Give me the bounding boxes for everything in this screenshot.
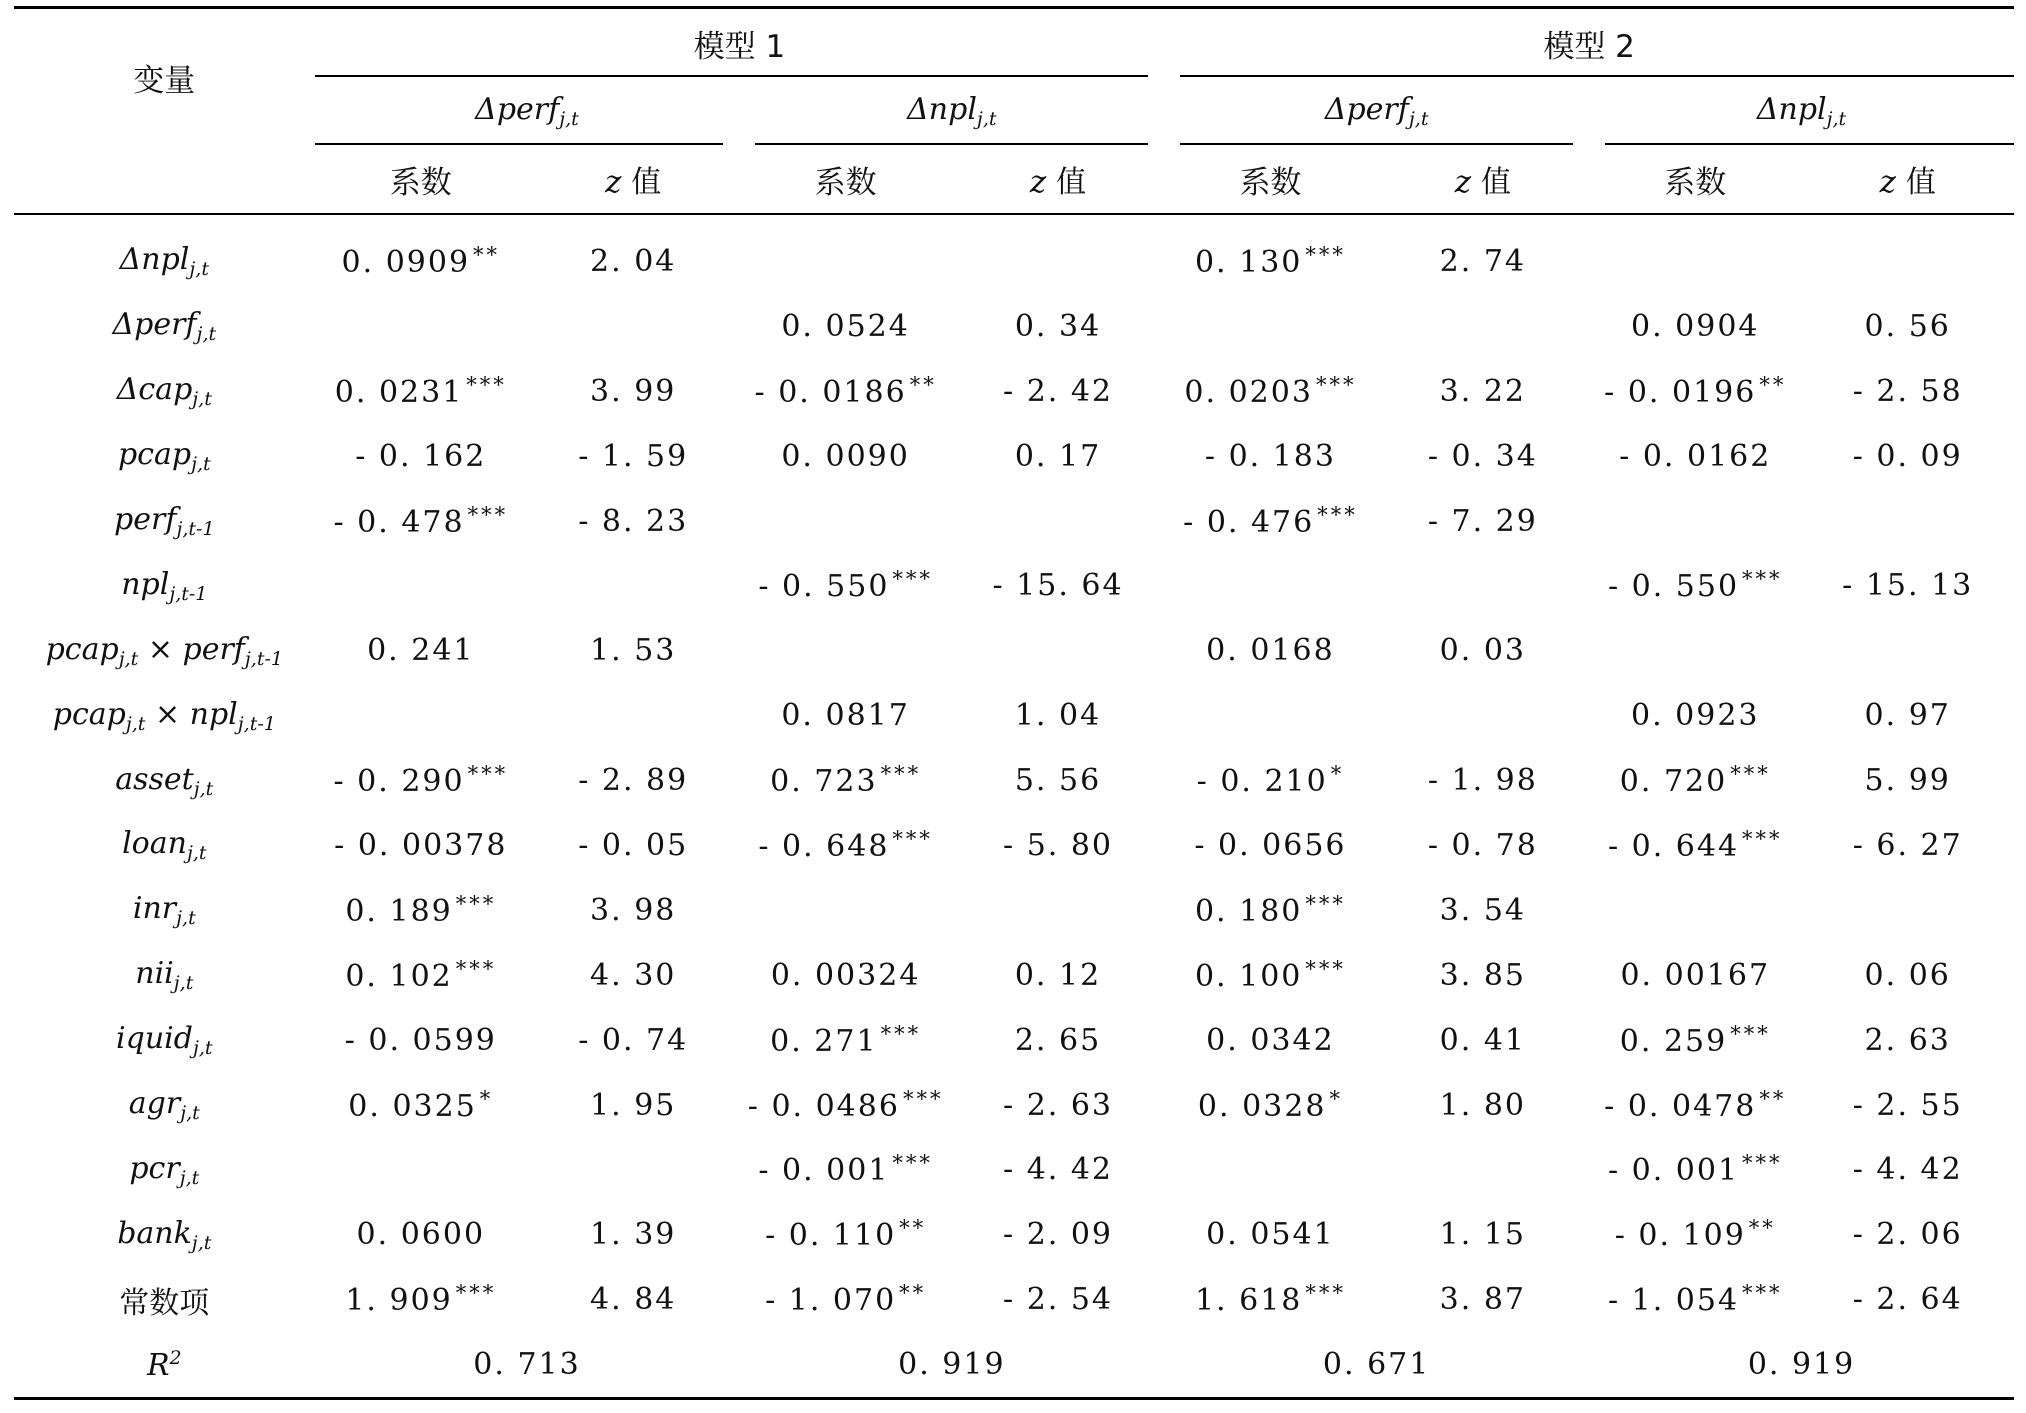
coefficient-cell: 0. 0090 <box>781 438 910 474</box>
z-value-cell <box>952 489 1164 554</box>
z-value-cell: - 6. 27 <box>1852 827 1963 863</box>
significance-stars: *** <box>1305 891 1346 916</box>
z-value-cell: - 2. 06 <box>1852 1217 1963 1253</box>
variable-name-cell: nii$_{j,t}$ <box>135 956 194 995</box>
coefficient-cell: 0. 271 *** <box>770 1021 922 1059</box>
significance-stars: *** <box>1742 826 1783 851</box>
variable-name-cell: Δnpl$_{j,t}$ <box>119 242 209 281</box>
z-value-cell: 0. 34 <box>1014 308 1102 344</box>
variable-name-cell: Δperf$_{j,t}$ <box>112 307 217 346</box>
coef-header: 系数 <box>315 145 527 214</box>
coefficient-cell: - 0. 0196 ** <box>1604 372 1787 410</box>
z-value-cell: 1. 80 <box>1439 1087 1527 1123</box>
z-value-cell: 0. 06 <box>1864 957 1951 993</box>
variable-name-cell: bank$_{j,t}$ <box>117 1215 212 1254</box>
coefficient-cell: - 0. 0656 <box>1194 827 1347 863</box>
z-value-cell: - 1. 59 <box>578 438 689 474</box>
z-value-cell: 3. 99 <box>590 373 677 409</box>
significance-stars: ** <box>899 1281 927 1306</box>
table-row <box>14 214 2014 294</box>
z-header: z 值 <box>1377 145 1589 214</box>
z-value-cell <box>952 618 1164 683</box>
z-value-cell <box>1801 618 2014 683</box>
dep-perf-header-m1: Δperf$_{j,t}$ <box>315 77 740 145</box>
z-value-cell: - 0. 78 <box>1427 827 1538 863</box>
table-body <box>14 214 2014 1399</box>
significance-stars: ** <box>1759 372 1787 397</box>
variable-name-cell: asset$_{j,t}$ <box>115 761 214 800</box>
coefficient-cell <box>315 683 527 748</box>
coefficient-cell: 0. 241 <box>367 633 475 669</box>
table-row <box>14 943 2014 1008</box>
significance-stars: *** <box>455 956 497 981</box>
z-value-cell: 3. 22 <box>1439 373 1527 409</box>
significance-stars: *** <box>1742 1151 1783 1176</box>
z-value-cell: - 15. 64 <box>992 568 1124 604</box>
z-header: z 值 <box>1801 145 2014 214</box>
coefficient-cell: 0. 259 *** <box>1619 1021 1771 1059</box>
dep-perf-header-m2: Δperf$_{j,t}$ <box>1164 77 1589 145</box>
z-value-cell <box>952 214 1164 294</box>
table-row <box>14 1267 2014 1332</box>
z-value-cell: - 4. 42 <box>1852 1152 1963 1188</box>
variable-name-cell: pcr$_{j,t}$ <box>129 1150 200 1189</box>
z-value-cell: 1. 15 <box>1439 1217 1527 1253</box>
coefficient-cell: 1. 618 *** <box>1194 1281 1346 1319</box>
coefficient-cell: 0. 723 *** <box>770 762 922 800</box>
z-value-cell: - 1. 98 <box>1427 763 1538 799</box>
z-value-cell: - 2. 09 <box>1003 1217 1114 1253</box>
z-value-cell: - 2. 54 <box>1003 1282 1114 1318</box>
table-row <box>14 1008 2014 1073</box>
z-value-cell: 1. 39 <box>590 1217 677 1253</box>
variable-name-cell: npl$_{j,t-1}$ <box>121 566 208 605</box>
z-value-cell <box>527 1137 739 1202</box>
z-value-cell: 0. 12 <box>1014 957 1102 993</box>
model-1-header: 模型 1 <box>315 8 1165 78</box>
z-value-cell: 2. 65 <box>1014 1022 1102 1058</box>
variable-name-cell: loan$_{j,t}$ <box>122 826 207 865</box>
coefficient-cell <box>739 214 951 294</box>
significance-stars: * <box>479 1086 494 1111</box>
coefficient-cell: - 0. 183 <box>1204 438 1336 474</box>
significance-stars: *** <box>1305 956 1346 981</box>
coefficient-cell: 0. 0524 <box>781 308 910 344</box>
r-squared-value: 0. 919 <box>1589 1332 2014 1398</box>
coefficient-cell: 0. 0325 * <box>348 1086 494 1124</box>
significance-stars: ** <box>1748 1216 1776 1241</box>
coefficient-cell: - 0. 109 ** <box>1614 1216 1776 1254</box>
z-value-cell: 1. 04 <box>1014 698 1102 734</box>
z-value-cell: 2. 63 <box>1864 1022 1951 1058</box>
coefficient-cell: - 0. 001 *** <box>1607 1151 1783 1189</box>
z-value-cell: 5. 56 <box>1014 763 1102 799</box>
variable-name-cell: inr$_{j,t}$ <box>132 891 196 930</box>
z-value-cell: - 2. 55 <box>1852 1087 1963 1123</box>
significance-stars: *** <box>1305 1281 1346 1306</box>
coefficient-cell <box>1589 489 1801 554</box>
significance-stars: ** <box>909 372 937 397</box>
variable-name-cell: pcap$_{j,t}$ <box>117 437 211 476</box>
coefficient-cell: - 1. 054 *** <box>1607 1281 1783 1319</box>
coefficient-cell: - 0. 644 *** <box>1607 826 1783 864</box>
table-row <box>14 1137 2014 1202</box>
z-value-cell <box>1377 1137 1589 1202</box>
significance-stars: *** <box>467 502 509 527</box>
coefficient-cell: 0. 100 *** <box>1194 956 1346 994</box>
z-value-cell: 0. 97 <box>1864 698 1951 734</box>
significance-stars: *** <box>880 1021 922 1046</box>
significance-stars: *** <box>1742 1281 1783 1306</box>
z-value-cell: - 4. 42 <box>1003 1152 1114 1188</box>
table-row <box>14 1202 2014 1267</box>
table-row <box>14 359 2014 424</box>
z-value-cell <box>527 294 739 359</box>
z-value-cell <box>952 878 1164 943</box>
coefficient-cell: - 0. 0186 ** <box>754 372 937 410</box>
coefficient-cell <box>1164 294 1376 359</box>
coefficient-cell: 0. 0342 <box>1206 1022 1335 1058</box>
coefficient-cell: 1. 909 *** <box>345 1281 497 1319</box>
coefficient-cell: - 0. 0486 *** <box>747 1086 944 1124</box>
z-value-cell <box>1801 878 2014 943</box>
coefficient-cell <box>315 1137 527 1202</box>
z-value-cell: 0. 03 <box>1439 633 1527 669</box>
coefficient-cell: 0. 0600 <box>356 1217 486 1253</box>
z-value-cell <box>1801 489 2014 554</box>
significance-stars: *** <box>892 1151 933 1176</box>
coefficient-cell: - 0. 476 *** <box>1183 502 1358 540</box>
z-value-cell: - 0. 05 <box>578 827 689 863</box>
significance-stars: *** <box>455 1281 497 1306</box>
z-value-cell <box>1377 553 1589 618</box>
z-value-cell: 3. 54 <box>1439 892 1527 928</box>
significance-stars: *** <box>902 1086 944 1111</box>
coefficient-cell <box>739 618 951 683</box>
dep-npl-header-m2: Δnpl$_{j,t}$ <box>1589 77 2014 145</box>
table-row <box>14 294 2014 359</box>
coefficient-cell <box>1164 1137 1376 1202</box>
z-value-cell: 0. 17 <box>1014 438 1102 474</box>
table-row <box>14 1073 2014 1138</box>
variable-name-cell: Δcap$_{j,t}$ <box>116 372 212 411</box>
coefficient-cell: - 1. 070 ** <box>765 1281 927 1319</box>
z-value-cell: 2. 74 <box>1439 243 1527 279</box>
coefficient-cell: - 0. 648 *** <box>758 826 933 864</box>
r-squared-value: 0. 713 <box>315 1332 740 1398</box>
table-row <box>14 878 2014 943</box>
coefficient-cell: 0. 0923 <box>1630 698 1760 734</box>
coefficient-cell <box>1589 878 1801 943</box>
variable-name-cell: 常数项 <box>119 1285 210 1321</box>
z-value-cell: 5. 99 <box>1864 763 1951 799</box>
z-value-cell: 1. 53 <box>590 633 677 669</box>
coef-header: 系数 <box>1589 145 1801 214</box>
z-value-cell: 4. 30 <box>590 957 677 993</box>
significance-stars: ** <box>1759 1086 1787 1111</box>
z-value-cell: - 7. 29 <box>1427 503 1538 539</box>
significance-stars: *** <box>1730 762 1771 787</box>
significance-stars: *** <box>467 762 509 787</box>
z-value-cell: 4. 84 <box>590 1282 677 1318</box>
coefficient-cell <box>315 553 527 618</box>
z-value-cell: - 2. 42 <box>1003 373 1114 409</box>
coefficient-cell: - 0. 210 * <box>1196 762 1345 800</box>
significance-stars: ** <box>899 1216 927 1241</box>
coefficient-cell: - 0. 0599 <box>344 1022 497 1058</box>
significance-stars: *** <box>880 762 922 787</box>
coefficient-cell: 0. 0168 <box>1206 633 1335 669</box>
significance-stars: *** <box>1730 1021 1771 1046</box>
coefficient-cell <box>1164 553 1376 618</box>
regression-table <box>14 6 2014 1400</box>
significance-stars: *** <box>892 826 933 851</box>
significance-stars: *** <box>892 567 933 592</box>
coefficient-cell: 0. 0909 ** <box>341 242 501 280</box>
table-row <box>14 553 2014 618</box>
z-value-cell <box>527 553 739 618</box>
coefficient-cell: - 0. 162 <box>355 438 487 474</box>
z-value-cell: - 2. 89 <box>578 763 689 799</box>
coefficient-cell: 0. 0328 * <box>1197 1086 1343 1124</box>
z-value-cell: 1. 95 <box>590 1087 677 1123</box>
z-value-cell: - 2. 63 <box>1003 1087 1114 1123</box>
variable-name-cell: pcap$_{j,t}$ × npl$_{j,t-1}$ <box>52 696 276 735</box>
coef-header: 系数 <box>1164 145 1376 214</box>
z-value-cell <box>1377 683 1589 748</box>
z-value-cell: - 8. 23 <box>578 503 689 539</box>
header-spacer <box>14 145 315 214</box>
z-value-cell: 3. 98 <box>590 892 677 928</box>
coefficient-cell: 0. 130 *** <box>1194 242 1346 280</box>
z-value-cell: - 0. 74 <box>578 1022 689 1058</box>
significance-stars: *** <box>1317 502 1358 527</box>
z-value-cell <box>1801 214 2014 294</box>
variable-name-cell: iquid$_{j,t}$ <box>116 1021 213 1060</box>
coefficient-cell: 0. 0904 <box>1630 308 1760 344</box>
significance-stars: * <box>1329 1086 1343 1111</box>
coefficient-cell <box>739 489 951 554</box>
coefficient-cell: 0. 00167 <box>1620 957 1771 993</box>
coefficient-cell: - 0. 550 *** <box>1607 567 1783 605</box>
z-value-cell: 0. 41 <box>1439 1022 1527 1058</box>
coefficient-cell: - 0. 550 *** <box>758 567 933 605</box>
z-value-cell: - 2. 58 <box>1852 373 1963 409</box>
coefficient-cell: 0. 00324 <box>770 957 921 993</box>
coefficient-cell: 0. 180 *** <box>1194 891 1346 929</box>
coefficient-cell <box>1589 618 1801 683</box>
variable-name-cell: perf$_{j,t-1}$ <box>114 502 215 540</box>
dep-npl-header-m1: Δnpl$_{j,t}$ <box>739 77 1164 145</box>
regression-table-container <box>14 6 2014 1400</box>
z-header: z 值 <box>952 145 1164 214</box>
z-value-cell: - 5. 80 <box>1003 827 1114 863</box>
z-value-cell: - 2. 64 <box>1852 1282 1963 1318</box>
table-row <box>14 748 2014 813</box>
coef-header: 系数 <box>739 145 951 214</box>
coefficient-cell: 0. 720 *** <box>1619 762 1771 800</box>
coefficient-cell: - 0. 0162 <box>1619 438 1772 474</box>
coefficient-cell: - 0. 478 *** <box>333 502 509 540</box>
z-value-cell: - 0. 09 <box>1852 438 1963 474</box>
variable-name-cell: agr$_{j,t}$ <box>128 1086 200 1125</box>
coefficient-cell: - 0. 0478 ** <box>1604 1086 1787 1124</box>
z-value-cell: 3. 85 <box>1439 957 1527 993</box>
coefficient-cell: 0. 189 *** <box>345 891 497 929</box>
r-squared-value: 0. 919 <box>739 1332 1164 1398</box>
coefficient-cell <box>739 878 951 943</box>
significance-stars: *** <box>1305 242 1346 267</box>
coefficient-cell <box>1589 214 1801 294</box>
significance-stars: *** <box>1315 372 1357 397</box>
z-value-cell: 3. 87 <box>1439 1282 1527 1318</box>
table-row <box>14 683 2014 748</box>
significance-stars: * <box>1330 762 1345 787</box>
coefficient-cell: - 0. 001 *** <box>758 1151 933 1189</box>
table-row <box>14 618 2014 683</box>
coefficient-cell <box>1164 683 1376 748</box>
z-value-cell: - 0. 34 <box>1427 438 1538 474</box>
z-value-cell <box>1377 294 1589 359</box>
r-squared-value: 0. 671 <box>1164 1332 1589 1398</box>
coefficient-cell: 0. 0817 <box>781 698 910 734</box>
significance-stars: *** <box>455 891 497 916</box>
coefficient-cell: 0. 0203 *** <box>1184 372 1357 410</box>
table-row <box>14 813 2014 878</box>
coefficient-cell <box>315 294 527 359</box>
r-squared-row <box>14 1332 2014 1398</box>
significance-stars: ** <box>473 242 501 267</box>
table-row <box>14 489 2014 554</box>
r-squared-label: $R^2$ <box>14 1332 315 1398</box>
z-header: z 值 <box>527 145 739 214</box>
coefficient-cell: 0. 0541 <box>1206 1217 1335 1253</box>
variable-name-cell: pcap$_{j,t}$ × perf$_{j,t-1}$ <box>45 631 283 670</box>
z-value-cell: 2. 04 <box>590 243 677 279</box>
variable-header: 变量 <box>14 8 315 146</box>
coefficient-cell: 0. 0231 *** <box>334 372 507 410</box>
coefficient-cell: 0. 102 *** <box>345 956 497 994</box>
z-value-cell <box>527 683 739 748</box>
z-value-cell: 0. 56 <box>1864 308 1951 344</box>
coefficient-cell: - 0. 290 *** <box>333 762 509 800</box>
significance-stars: *** <box>1742 567 1783 592</box>
coefficient-cell: - 0. 00378 <box>334 827 508 863</box>
coefficient-cell: - 0. 110 ** <box>765 1216 927 1254</box>
model-2-header: 模型 2 <box>1164 8 2014 78</box>
table-row <box>14 424 2014 489</box>
significance-stars: *** <box>466 372 507 397</box>
z-value-cell: - 15. 13 <box>1842 568 1974 604</box>
